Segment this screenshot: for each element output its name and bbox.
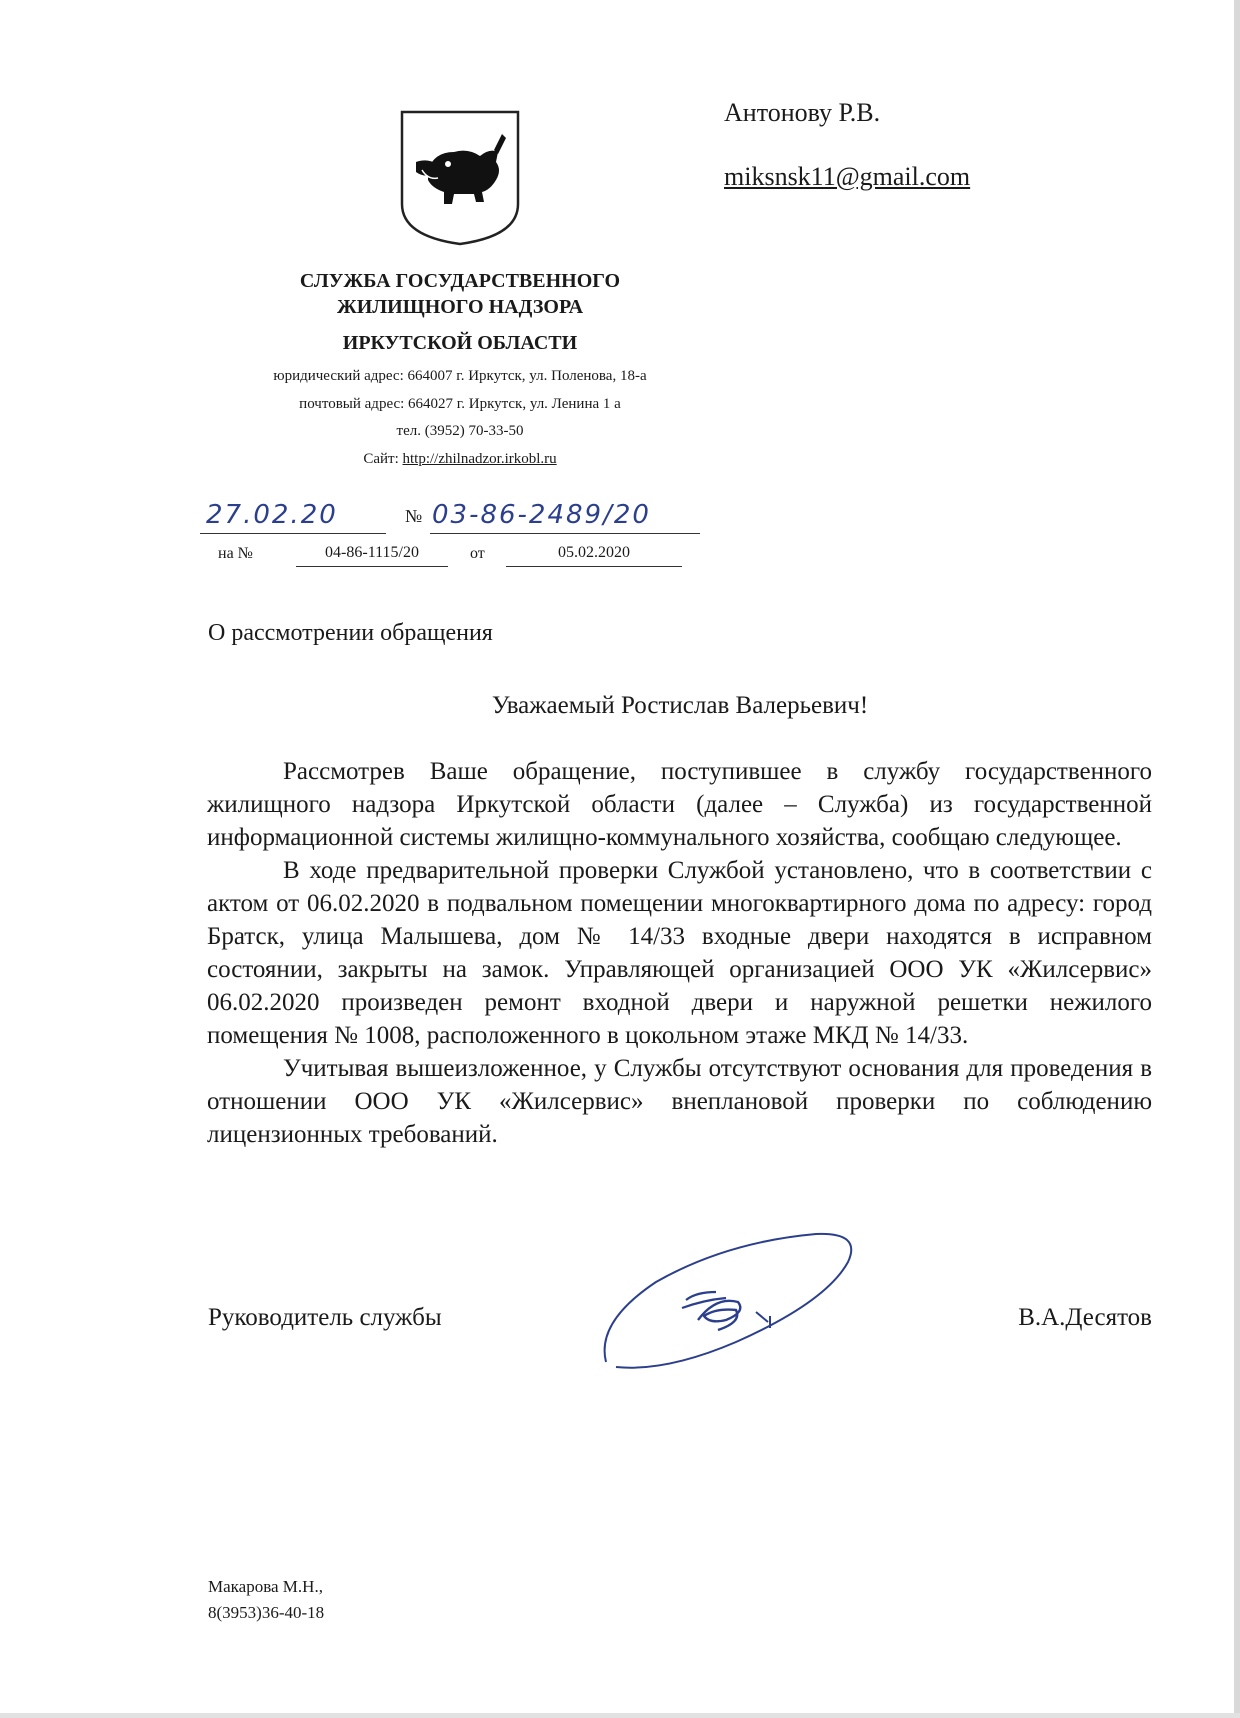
recipient-email[interactable]: miksnsk11@gmail.com [724,162,971,191]
registration-number-line [430,533,700,534]
scan-edge-bottom [0,1713,1240,1718]
reply-date-label: от [470,545,485,562]
letter-body [207,755,1152,1151]
handwritten-signature-icon [586,1212,866,1412]
letter-subject: О рассмотрении обращения [208,620,493,646]
body-paragraph: Учитывая вышеизложенное, у Службы отсутствуют основания для проведения в отношении ООО УК «Жилсервис» внеплановой проверки по соблюдению лицензионных требований. [207,1055,1152,1148]
reply-date: 05.02.2020 [558,544,630,561]
signatory-role: Руководитель службы [208,1304,442,1331]
body-paragraph: В ходе предварительной проверки Службой установлено, что в соответствии с актом от 06.02.2020 в подвальном помещении многоквартирного дома по адресу: город Братск, улица Малышева, дом № 14/33 входные двери находятся в исправном состоянии, закрыты на замок. Управляющей организацией ООО УК «Жилсервис» 06.02.2020 произведен ремонт входной двери и наружной решетки нежилого помещения № 1008, расположенного в цокольном этаже МКД № 14/33. [207,857,1152,1049]
scan-edge-right [1234,0,1240,1718]
reply-number: 04-86-1115/20 [325,544,419,561]
signatory-name: В.А.Десятов [1018,1304,1152,1331]
org-title-line-3: ИРКУТСКОЙ ОБЛАСТИ [342,332,578,354]
registration-number-label: № [405,506,423,526]
org-site [180,451,740,468]
registration-date-line [200,533,386,534]
recipient-name: Антонову Р.В. [724,98,881,127]
site-link[interactable]: http://zhilnadzor.irkobl.ru [402,451,557,467]
registration-date: 27.02.20 [206,500,338,530]
reply-number-line [296,566,448,567]
org-title-line-1: СЛУЖБА ГОСУДАРСТВЕННОГО [299,270,621,292]
legal-address: юридический адрес: 664007 г. Иркутск, ул. Поленова, 18-а [273,368,647,384]
executor-phone: 8(3953)36-40-18 [208,1603,325,1622]
body-paragraph: Рассмотрев Ваше обращение, поступившее в службу государственного жилищного надзора Иркутской области (далее – Служба) из государственной информационной системы жилищно-коммунального хозяйства, сообщаю следующее. [207,758,1152,851]
org-phone: тел. (3952) 70-33-50 [396,423,524,439]
letter-greeting: Уважаемый Ростислав Валерьевич! [491,692,869,719]
site-label: Сайт: [363,451,403,467]
coat-of-arms-icon [398,108,522,248]
reply-number-label: на № [218,545,253,562]
executor-name: Макарова М.Н., [208,1577,323,1596]
org-title-line-2: ЖИЛИЩНОГО НАДЗОРА [336,296,584,318]
reply-date-line [506,566,682,567]
registration-number: 03-86-2489/20 [432,500,651,530]
postal-address: почтовый адрес: 664027 г. Иркутск, ул. Ленина 1 а [299,396,621,412]
